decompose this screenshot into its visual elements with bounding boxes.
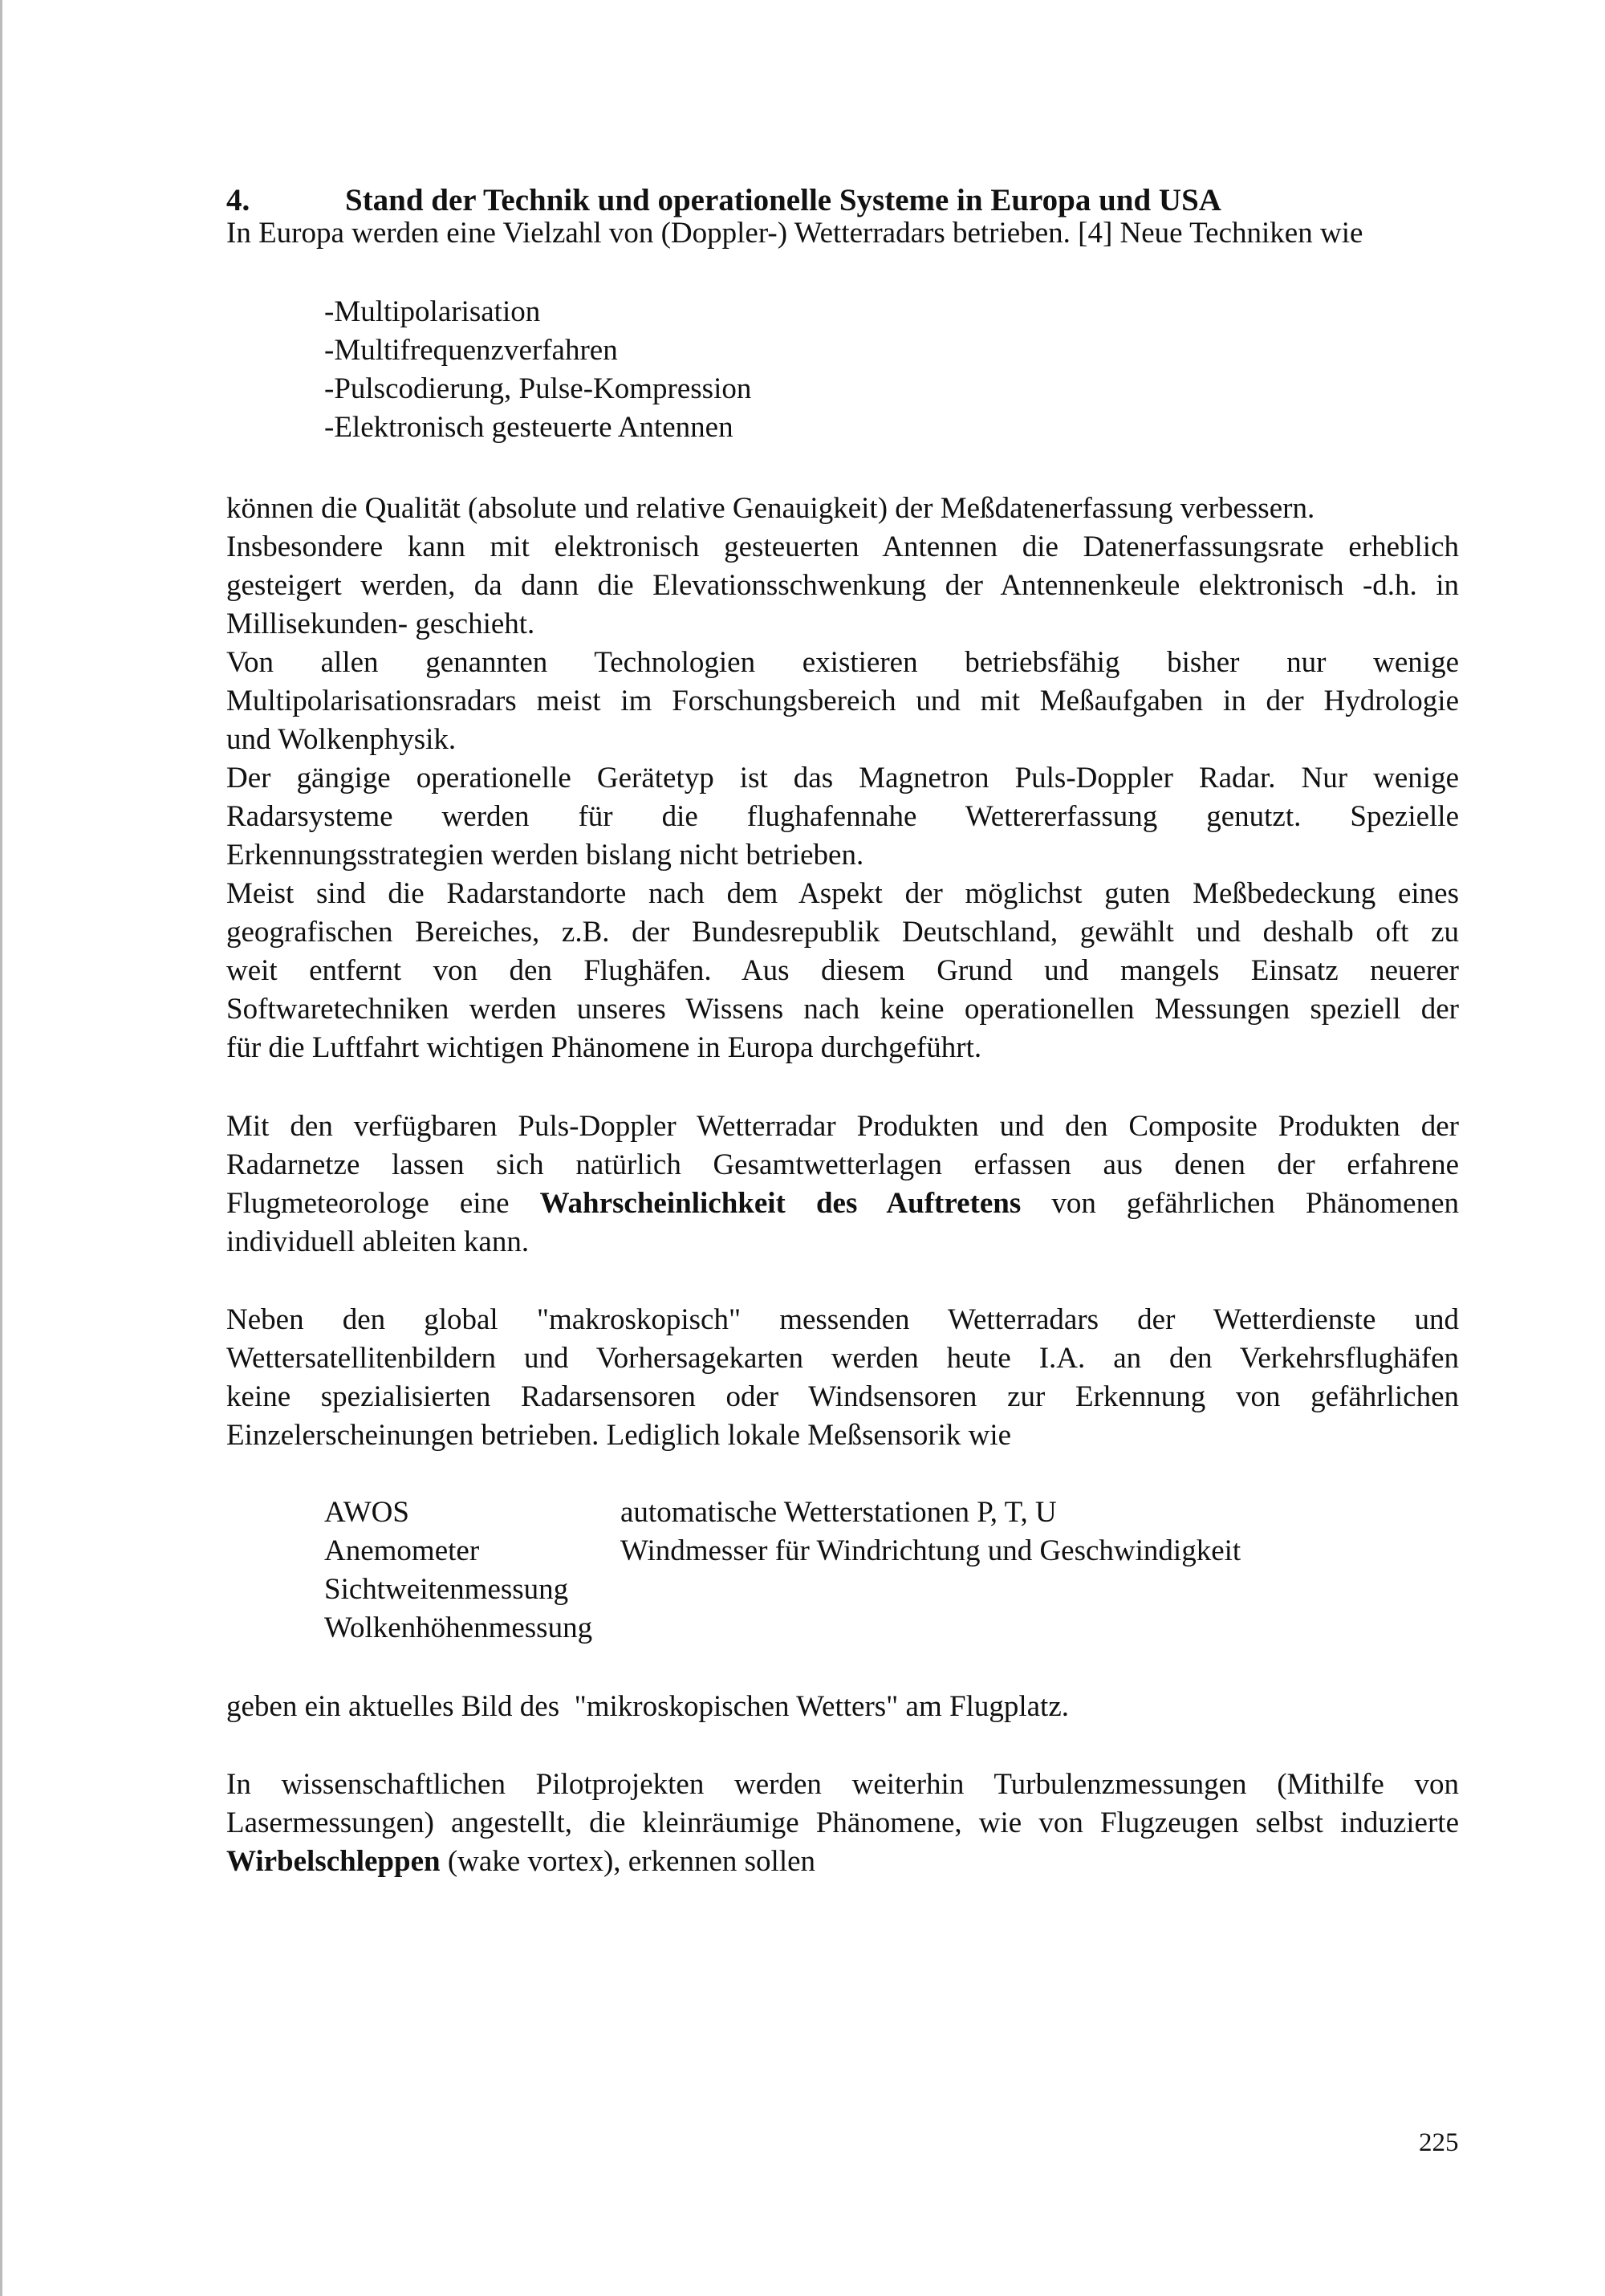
text-line: gesteigert werden, da dann die Elevationsschwenkung der Antennenkeule elektronisch -d.h. in (226, 569, 1459, 602)
text-line: Millisekunden- geschieht. (226, 608, 535, 640)
sensor-row (324, 1609, 1241, 1648)
text-line: Einzelerscheinungen betrieben. Lediglich lokale Meßsensorik wie (226, 1419, 1012, 1452)
text-line: Von allen genannten Technologien existieren betriebsfähig bisher nur wenige (226, 646, 1459, 679)
text-line: Softwaretechniken werden unseres Wissens nach keine operationellen Messungen speziell der (226, 993, 1459, 1026)
text-run: von gefährlichen Phänomenen (1021, 1187, 1459, 1220)
sensor-row (324, 1493, 1241, 1532)
text-line: Erkennungsstrategien werden bislang nicht betrieben. (226, 839, 864, 872)
text-line: Radarnetze lassen sich natürlich Gesamtwetterlagen erfassen aus denen der erfahrene (226, 1148, 1459, 1181)
intro-paragraph (226, 214, 1459, 253)
paragraph-5 (226, 1688, 1459, 1726)
text-run: (wake vortex), erkennen sollen (440, 1845, 816, 1878)
techniques-list (324, 293, 751, 447)
scan-edge (0, 0, 2, 2296)
text-line: Meist sind die Radarstandorte nach dem Aspekt der möglichst guten Meßbedeckung eines (226, 877, 1459, 910)
text-line: Radarsysteme werden für die flughafennahe Wettererfassung genutzt. Spezielle (226, 800, 1459, 833)
text-line: geografischen Bereiches, z.B. der Bundesrepublik Deutschland, gewählt und deshalb oft zu (226, 916, 1459, 949)
text-line: können die Qualität (absolute und relative Genauigkeit) der Meßdatenerfassung verbessern. (226, 492, 1315, 525)
text-line: Mit den verfügbaren Puls-Doppler Wetterradar Produkten und den Composite Produkten der (226, 1110, 1459, 1143)
sensor-row (324, 1532, 1241, 1571)
bold-term: Wahrscheinlichkeit des Auftretens (539, 1187, 1022, 1220)
sensor-name: Sichtweitenmessung (324, 1573, 569, 1606)
list-item: -Pulscodierung, Pulse-Kompression (324, 372, 752, 405)
text-line: Neben den global "makroskopisch" messenden Wetterradars der Wetterdienste und (226, 1303, 1459, 1336)
paragraph-4 (226, 1301, 1459, 1455)
list-item: -Multifrequenzverfahren (324, 334, 618, 367)
text-line: In Europa werden eine Vielzahl von (Doppler-) Wetterradars betrieben. [4] Neue Techniken wie (226, 217, 1363, 250)
sensor-row (324, 1571, 1241, 1609)
list-item: -Multipolarisation (324, 295, 541, 328)
sensor-name: Anemometer (324, 1534, 480, 1567)
sensor-desc: automatische Wetterstationen P, T, U (620, 1496, 1057, 1529)
text-line: geben ein aktuelles Bild des "mikroskopischen Wetters" am Flugplatz. (226, 1690, 1070, 1723)
text-line: Insbesondere kann mit elektronisch gesteuerten Antennen die Datenerfassungsrate erheblich (226, 530, 1459, 563)
sensor-table (324, 1493, 1241, 1648)
sensor-desc: Windmesser für Windrichtung und Geschwindigkeit (620, 1534, 1241, 1567)
text-line: Wettersatellitenbildern und Vorhersagekarten werden heute I.A. an den Verkehrsflughäfen (226, 1342, 1459, 1375)
text-line (226, 1185, 1459, 1223)
text-line: weit entfernt von den Flughäfen. Aus diesem Grund und mangels Einsatz neuerer (226, 954, 1459, 987)
page-number: 225 (1419, 2128, 1459, 2157)
paragraph-2 (226, 490, 1459, 1067)
text-line: Multipolarisationsradars meist im Forschungsbereich und mit Meßaufgaben in der Hydrologie (226, 685, 1459, 717)
sensor-name: Wolkenhöhenmessung (324, 1611, 593, 1644)
text-line (226, 1843, 1459, 1881)
list-item: -Elektronisch gesteuerte Antennen (324, 411, 733, 444)
text-run: Flugmeteorologe eine (226, 1187, 540, 1220)
section-number: 4. (226, 183, 250, 217)
text-line: Lasermessungen) angestellt, die kleinräumige Phänomene, wie von Flugzeugen selbst induzierte (226, 1806, 1459, 1839)
text-line: individuell ableiten kann. (226, 1225, 530, 1258)
paragraph-3 (226, 1107, 1459, 1262)
text-line: Der gängige operationelle Gerätetyp ist das Magnetron Puls-Doppler Radar. Nur wenige (226, 762, 1459, 794)
paragraph-6 (226, 1766, 1459, 1881)
section-title: Stand der Technik und operationelle Systeme in Europa und USA (345, 183, 1221, 217)
text-line: keine spezialisierten Radarsensoren oder Windsensoren zur Erkennung von gefährlichen (226, 1380, 1459, 1413)
text-line: für die Luftfahrt wichtigen Phänomene in Europa durchgeführt. (226, 1031, 982, 1064)
sensor-name: AWOS (324, 1496, 409, 1529)
text-line: In wissenschaftlichen Pilotprojekten werden weiterhin Turbulenzmessungen (Mithilfe von (226, 1768, 1459, 1801)
text-line: und Wolkenphysik. (226, 723, 457, 756)
bold-term: Wirbelschleppen (226, 1845, 441, 1878)
